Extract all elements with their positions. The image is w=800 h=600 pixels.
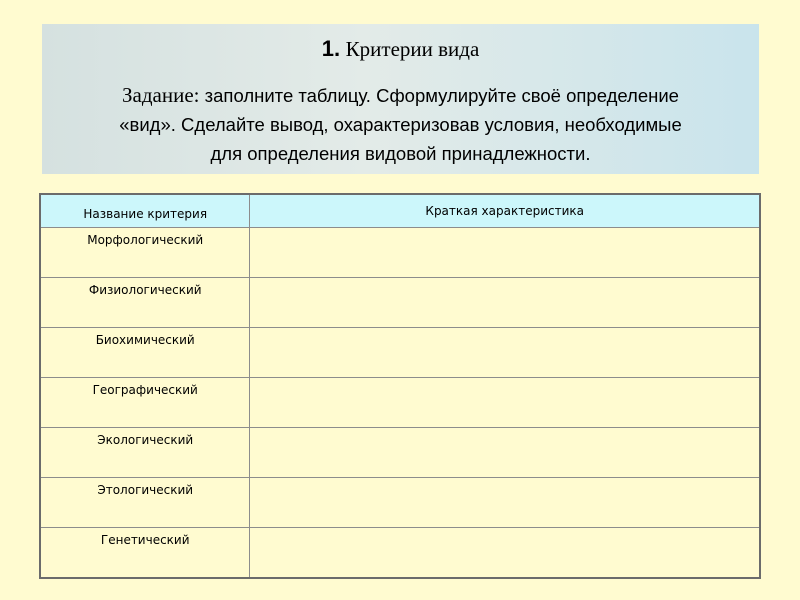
criterion-description-cell[interactable] — [250, 478, 760, 528]
table-row — [40, 228, 760, 278]
header-criterion-name: Название критерия — [40, 194, 250, 228]
task-text — [42, 81, 759, 168]
title-text: Критерии вида — [345, 37, 480, 61]
header-short-description: Краткая характеристика — [250, 194, 760, 228]
task-line-2: «вид». Сделайте вывод, охарактеризовав условия, необходимые — [119, 114, 682, 135]
criterion-name: Географический — [40, 378, 250, 428]
table-row — [40, 478, 760, 528]
task-line-3: для определения видовой принадлежности. — [210, 143, 591, 164]
table-row — [40, 278, 760, 328]
criterion-description-cell[interactable] — [250, 528, 760, 578]
criterion-name: Физиологический — [40, 278, 250, 328]
criterion-name: Морфологический — [40, 228, 250, 278]
criterion-description-cell[interactable] — [250, 378, 760, 428]
criterion-name: Экологический — [40, 428, 250, 478]
task-lead: Задание: — [122, 83, 200, 107]
task-line-1: заполните таблицу. Сформулируйте своё определение — [204, 85, 679, 106]
criterion-description-cell[interactable] — [250, 428, 760, 478]
criterion-name: Этологический — [40, 478, 250, 528]
title-number: 1. — [321, 36, 341, 61]
criteria-table — [39, 193, 761, 579]
criterion-description-cell[interactable] — [250, 278, 760, 328]
table-row — [40, 378, 760, 428]
table-header-row — [40, 194, 760, 228]
task-box — [42, 24, 759, 174]
criterion-description-cell[interactable] — [250, 328, 760, 378]
criterion-name: Генетический — [40, 528, 250, 578]
slide-title — [42, 36, 759, 63]
criterion-name: Биохимический — [40, 328, 250, 378]
criterion-description-cell[interactable] — [250, 228, 760, 278]
table-row — [40, 528, 760, 578]
table-row — [40, 428, 760, 478]
table-row — [40, 328, 760, 378]
